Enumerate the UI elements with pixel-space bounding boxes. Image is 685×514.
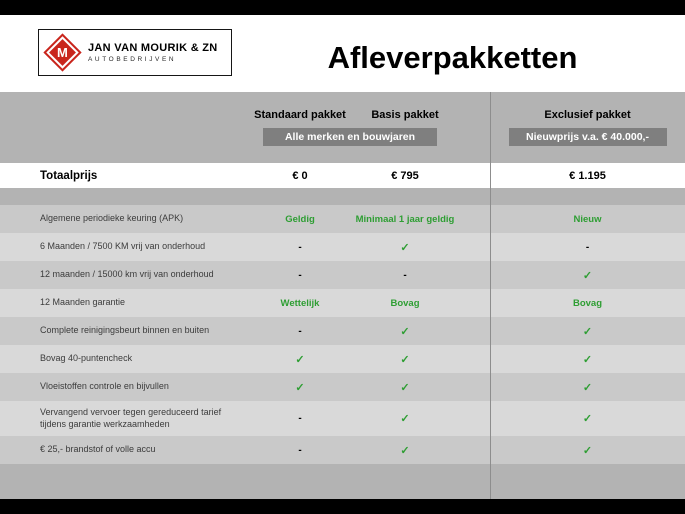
brand-subtitle: AUTOBEDRIJVEN xyxy=(88,56,177,63)
brand-logo-icon xyxy=(43,33,81,71)
total-price-basis: € 795 xyxy=(391,169,419,182)
feature-value: Bovag xyxy=(390,297,420,309)
dash-mark: - xyxy=(298,269,302,281)
column-header-row xyxy=(0,92,685,125)
brand-name: JAN VAN MOURIK & ZN xyxy=(88,42,218,54)
feature-rows xyxy=(0,205,685,464)
check-icon: ✓ xyxy=(582,413,593,425)
column-header-exclusief: Exclusief pakket xyxy=(544,109,631,121)
dash-mark: - xyxy=(298,413,302,424)
feature-label: 12 maanden / 15000 km vrij van onderhoud xyxy=(40,269,214,280)
check-icon: ✓ xyxy=(582,444,593,457)
feature-label: 12 Maanden garantie xyxy=(40,297,126,308)
dash-mark: - xyxy=(298,241,302,253)
check-icon: ✓ xyxy=(400,413,410,425)
feature-label: Bovag 40-puntencheck xyxy=(40,353,133,364)
badge-all-brands: Alle merken en bouwjaren xyxy=(263,128,437,146)
feature-label: Vervangend vervoer tegen gereduceerd tarief tijdens garantie werkzaamheden xyxy=(40,406,222,429)
feature-label: Algemene periodieke keuring (APK) xyxy=(40,213,184,224)
feature-row xyxy=(0,289,685,317)
feature-label: € 25,- brandstof of volle accu xyxy=(40,444,156,455)
comparison-table xyxy=(0,92,685,499)
feature-row xyxy=(0,317,685,345)
feature-row xyxy=(0,205,685,233)
check-icon: ✓ xyxy=(400,325,410,338)
check-icon: ✓ xyxy=(295,353,305,366)
feature-row xyxy=(0,261,685,289)
bottom-bar xyxy=(0,499,685,514)
check-icon: ✓ xyxy=(400,241,410,254)
column-divider xyxy=(490,92,491,499)
header xyxy=(0,15,685,92)
check-icon: ✓ xyxy=(582,269,593,282)
total-price-row xyxy=(0,163,685,188)
feature-label: Complete reinigingsbeurt binnen en buiten xyxy=(40,325,210,336)
dash-mark: - xyxy=(585,241,590,253)
check-icon: ✓ xyxy=(582,353,593,366)
total-price-label: Totaalprijs xyxy=(40,169,98,182)
brand-logo-letter: M xyxy=(57,45,68,60)
top-bar xyxy=(0,0,685,15)
feature-row xyxy=(0,233,685,261)
check-icon: ✓ xyxy=(400,353,410,366)
feature-value: Nieuw xyxy=(573,213,602,225)
feature-value: Geldig xyxy=(285,213,315,225)
feature-row xyxy=(0,436,685,464)
dash-mark: - xyxy=(298,325,302,337)
brand-text xyxy=(88,42,218,63)
page-title: Afleverpakketten xyxy=(327,40,578,75)
brand-logo xyxy=(38,29,232,76)
feature-label: 6 Maanden / 7500 KM vrij van onderhoud xyxy=(40,241,206,252)
total-price-standaard: € 0 xyxy=(292,169,308,182)
feature-row xyxy=(0,373,685,401)
check-icon: ✓ xyxy=(295,381,305,394)
badge-new-price: Nieuwprijs v.a. € 40.000,- xyxy=(509,128,667,146)
feature-value: Minimaal 1 jaar geldig xyxy=(355,213,455,225)
total-price-exclusief: € 1.195 xyxy=(569,169,606,182)
dash-mark: - xyxy=(298,444,302,456)
feature-value: Bovag xyxy=(572,297,603,309)
check-icon: ✓ xyxy=(400,381,410,394)
column-header-standaard: Standaard pakket xyxy=(254,109,346,121)
feature-value: Wettelijk xyxy=(280,297,320,309)
check-icon: ✓ xyxy=(582,381,593,394)
feature-row xyxy=(0,345,685,373)
column-header-basis: Basis pakket xyxy=(371,109,439,121)
badge-row xyxy=(0,128,685,146)
check-icon: ✓ xyxy=(400,444,410,457)
check-icon: ✓ xyxy=(582,325,593,338)
feature-row xyxy=(0,401,685,436)
dash-mark: - xyxy=(403,269,407,281)
feature-label: Vloeistoffen controle en bijvullen xyxy=(40,381,169,392)
